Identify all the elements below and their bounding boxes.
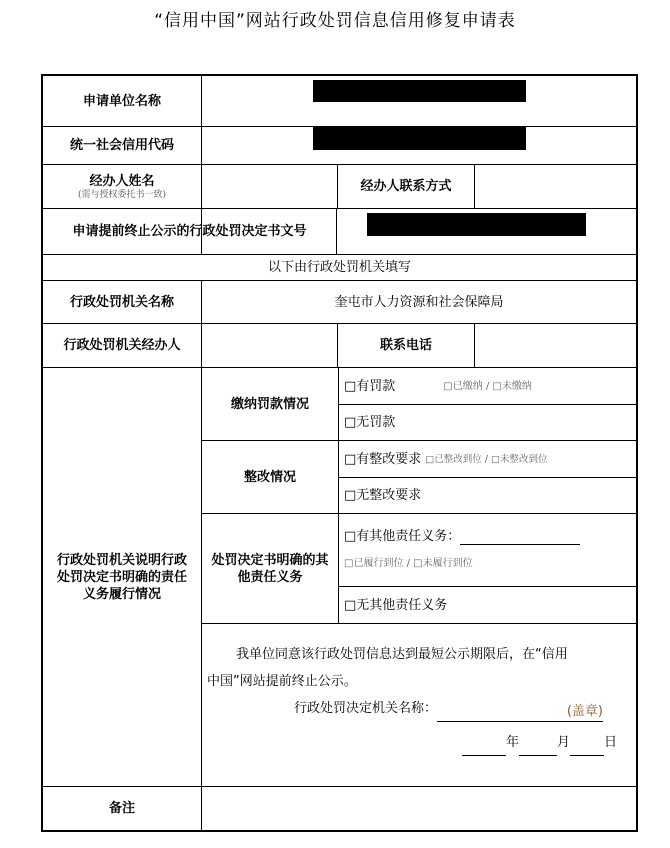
seal-text: (盖章) (566, 704, 604, 719)
date-line (462, 729, 617, 756)
credit-code-label: 统一社会信用代码 (69, 138, 174, 153)
decision-number-label: 申请提前终止公示的行政处罚决定书文号 (72, 224, 307, 239)
credit-code-field[interactable] (202, 127, 636, 164)
redacted-decision-number (367, 213, 586, 236)
form-title: “信用中国”网站行政处罚信息信用修复申请表 (154, 11, 516, 31)
has-rectify-row (339, 441, 636, 477)
agent-name-note: (需与授权委托书一致) (77, 189, 167, 200)
rectify-label: 整改情况 (243, 469, 296, 485)
has-other-row (339, 514, 636, 586)
month-label: 月 (557, 735, 571, 750)
remark-label: 备注 (108, 801, 135, 816)
agent-contact-field[interactable] (475, 165, 636, 208)
agent-name-field[interactable] (202, 165, 337, 208)
section-header: 以下由行政处罚机关填写 (267, 260, 411, 275)
no-rectify-checkbox[interactable]: □无整改要求 (344, 488, 422, 503)
authority-agent-label: 行政处罚机关经办人 (63, 338, 181, 353)
applicant-name-label: 申请单位名称 (82, 93, 161, 109)
authority-name-label: 行政处罚机关名称 (69, 294, 174, 310)
application-form-table (41, 74, 638, 832)
agent-name-label: 经办人姓名 (89, 173, 155, 189)
authority-sign-line (294, 695, 603, 722)
decision-number-field[interactable] (337, 209, 636, 254)
remark-field[interactable] (202, 787, 636, 830)
no-other-checkbox[interactable]: □无其他责任义务 (344, 597, 448, 613)
agent-name-cell (43, 165, 201, 208)
phone-label: 联系电话 (379, 338, 432, 353)
has-fine-row (339, 368, 636, 404)
no-fine-checkbox[interactable]: □无罚款 (344, 415, 396, 430)
applicant-name-field[interactable] (202, 76, 636, 126)
redacted-credit-code (313, 127, 526, 150)
other-duty-blank[interactable] (460, 530, 580, 545)
has-rectify-checkbox[interactable]: □有整改要求 (344, 451, 422, 467)
year-blank[interactable] (462, 737, 506, 756)
year-label: 年 (506, 735, 520, 750)
duties-label: 行政处罚机关说明行政处罚决定书明确的责任义务履行情况 (56, 552, 187, 602)
rectify-status-options[interactable]: □已整改到位 / □未整改到位 (425, 453, 548, 465)
fine-label: 缴纳罚款情况 (230, 396, 309, 412)
agent-contact-label: 经办人联系方式 (360, 179, 452, 194)
authority-agent-field[interactable] (202, 324, 337, 367)
day-label: 日 (604, 735, 618, 750)
redacted-applicant-name (313, 80, 526, 102)
other-duties-label: 处罚决定书明确的其他责任义务 (211, 552, 329, 585)
seal-blank[interactable] (437, 703, 603, 722)
month-blank[interactable] (519, 737, 557, 756)
authority-name-value: 奎屯市人力资源和社会保障局 (334, 294, 504, 310)
has-other-checkbox[interactable]: □有其他责任义务： (344, 529, 461, 544)
fine-status-options[interactable]: □已缴纳 / □未缴纳 (443, 380, 532, 392)
statement-line-1: 我单位同意该行政处罚信息达到最短公示期限后，在“信用 (236, 647, 568, 662)
day-blank[interactable] (570, 737, 604, 756)
authority-sign-label: 行政处罚决定机关名称： (294, 701, 438, 716)
statement-line-2: 中国”网站提前终止公示。 (207, 674, 357, 689)
has-fine-checkbox[interactable]: □有罚款 (344, 378, 396, 394)
phone-field[interactable] (475, 324, 636, 367)
other-status-options[interactable]: □已履行到位 / □未履行到位 (344, 558, 473, 569)
